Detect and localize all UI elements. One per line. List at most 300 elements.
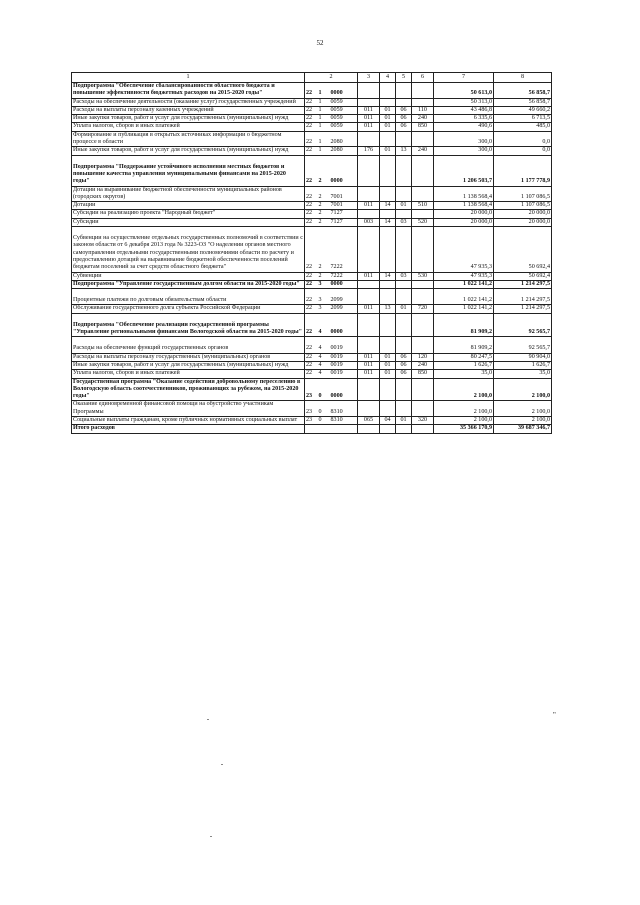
code-section	[380, 98, 396, 106]
code-subprogram: 2	[318, 186, 330, 202]
code-subsection: 06	[396, 353, 412, 361]
code-program: 22	[305, 186, 318, 202]
code-subprogram: 2	[318, 218, 330, 226]
code-ministry	[358, 186, 380, 202]
code-ministry	[358, 98, 380, 106]
code-program: 22	[305, 131, 318, 147]
code-program: 22	[305, 115, 318, 123]
amount-year-2: 49 660,2	[494, 106, 552, 114]
table-row	[72, 210, 552, 218]
table-row	[72, 186, 552, 202]
code-expense-type: 510	[412, 202, 434, 210]
code-ministry: 011	[358, 106, 380, 114]
amount-year-1: 80 247,5	[434, 353, 494, 361]
code-expense-type	[412, 401, 434, 417]
row-label: Социальные выплаты гражданам, кроме публичных нормативных социальных выплат	[72, 416, 305, 424]
code-expense-type	[412, 210, 434, 218]
code-section: 01	[380, 106, 396, 114]
scan-speck	[210, 836, 212, 837]
amount-year-1: 1 022 141,2	[434, 280, 494, 288]
code-ministry: 003	[358, 218, 380, 226]
code-expense-type	[412, 378, 434, 401]
code-subprogram: 3	[318, 289, 330, 305]
amount-year-1: 2 100,0	[434, 401, 494, 417]
header-cell: 5	[396, 73, 412, 83]
code-section	[380, 425, 396, 433]
header-cell: 4	[380, 73, 396, 83]
code-subprogram: 0	[318, 378, 330, 401]
code-subprogram: 2	[318, 202, 330, 210]
code-program	[305, 425, 318, 433]
amount-year-2: 2 100,0	[494, 401, 552, 417]
code-direction: 8310	[330, 416, 358, 424]
code-subsection	[396, 378, 412, 401]
table-row	[72, 131, 552, 147]
code-section: 01	[380, 353, 396, 361]
code-direction: 0000	[330, 313, 358, 337]
code-section: 04	[380, 416, 396, 424]
amount-year-2: 20 000,0	[494, 210, 552, 218]
row-label: Дотации на выравнивание бюджетной обеспеченности муниципальных районов (городских округов)	[72, 186, 305, 202]
code-section	[380, 378, 396, 401]
header-cell: 2	[305, 73, 358, 83]
code-expense-type: 240	[412, 115, 434, 123]
code-section	[380, 289, 396, 305]
code-section: 14	[380, 202, 396, 210]
code-subprogram: 1	[318, 115, 330, 123]
code-subsection: 06	[396, 123, 412, 131]
amount-year-1: 35,0	[434, 370, 494, 378]
row-label: Субвенции	[72, 272, 305, 280]
code-expense-type	[412, 227, 434, 272]
code-ministry	[358, 83, 380, 99]
code-subsection: 01	[396, 202, 412, 210]
header-cell: 7	[434, 73, 494, 83]
row-label: Расходы на выплаты персоналу казенных учреждений	[72, 106, 305, 114]
code-program: 22	[305, 353, 318, 361]
code-section: 01	[380, 370, 396, 378]
amount-year-1: 2 100,0	[434, 378, 494, 401]
code-subsection: 06	[396, 370, 412, 378]
amount-year-2: 1 214 297,5	[494, 289, 552, 305]
code-section: 14	[380, 218, 396, 226]
table-row	[72, 337, 552, 353]
code-direction: 0000	[330, 280, 358, 288]
code-subsection: 06	[396, 115, 412, 123]
table-row	[72, 218, 552, 226]
amount-year-2: 1 214 297,5	[494, 280, 552, 288]
page-number: 52	[316, 39, 324, 47]
row-label: Иные закупки товаров, работ и услуг для государственных (муниципальных) нужд	[72, 361, 305, 369]
amount-year-2: 1 107 086,5	[494, 186, 552, 202]
row-label: Расходы на выплаты персоналу государственных (муниципальных) органов	[72, 353, 305, 361]
row-label: Расходы на обеспечение функций государственных органов	[72, 337, 305, 353]
header-cell: 6	[412, 73, 434, 83]
code-ministry	[358, 378, 380, 401]
amount-year-1: 81 909,2	[434, 313, 494, 337]
code-ministry	[358, 210, 380, 218]
amount-year-1: 47 935,3	[434, 272, 494, 280]
table-row	[72, 313, 552, 337]
code-section	[380, 401, 396, 417]
row-label: Процентные платежи по долговым обязательствам области	[72, 289, 305, 305]
header-cell: 8	[494, 73, 552, 83]
table-row	[72, 115, 552, 123]
code-section: 14	[380, 272, 396, 280]
amount-year-1: 47 935,3	[434, 227, 494, 272]
code-expense-type: 240	[412, 361, 434, 369]
table-row	[72, 425, 552, 433]
code-subprogram: 0	[318, 401, 330, 417]
code-section	[380, 337, 396, 353]
code-section: 01	[380, 361, 396, 369]
code-ministry: 011	[358, 353, 380, 361]
code-direction: 2099	[330, 305, 358, 313]
code-section	[380, 280, 396, 288]
table-row	[72, 227, 552, 272]
code-ministry: 011	[358, 123, 380, 131]
code-subprogram: 4	[318, 353, 330, 361]
row-label: Подпрограмма "Обеспечение сбалансированности областного бюджета и повышение эффективности бюджетных расходов на 2015-2020 годы"	[72, 83, 305, 99]
code-subsection	[396, 425, 412, 433]
code-direction: 7127	[330, 210, 358, 218]
code-expense-type: 110	[412, 106, 434, 114]
code-section: 13	[380, 305, 396, 313]
code-direction: 7001	[330, 202, 358, 210]
table-row	[72, 370, 552, 378]
table-row	[72, 305, 552, 313]
code-program: 22	[305, 337, 318, 353]
code-expense-type	[412, 425, 434, 433]
row-label: Итого расходов	[72, 425, 305, 433]
code-expense-type	[412, 83, 434, 99]
amount-year-1: 1 138 568,4	[434, 186, 494, 202]
code-expense-type: 850	[412, 123, 434, 131]
code-program: 22	[305, 313, 318, 337]
code-section	[380, 131, 396, 147]
code-program: 22	[305, 305, 318, 313]
code-ministry	[358, 425, 380, 433]
code-subsection	[396, 401, 412, 417]
code-section	[380, 313, 396, 337]
amount-year-1: 20 000,0	[434, 218, 494, 226]
code-subprogram: 4	[318, 313, 330, 337]
code-subsection: 01	[396, 305, 412, 313]
code-expense-type	[412, 155, 434, 186]
code-ministry: 065	[358, 416, 380, 424]
code-expense-type	[412, 313, 434, 337]
code-program: 22	[305, 106, 318, 114]
table-row	[72, 123, 552, 131]
code-direction: 0000	[330, 83, 358, 99]
table-row	[72, 98, 552, 106]
amount-year-1: 300,0	[434, 147, 494, 155]
code-ministry	[358, 280, 380, 288]
amount-year-1: 50 613,0	[434, 83, 494, 99]
code-direction: 0000	[330, 155, 358, 186]
amount-year-1: 6 335,6	[434, 115, 494, 123]
amount-year-2: 50 692,4	[494, 227, 552, 272]
amount-year-1: 300,0	[434, 131, 494, 147]
code-expense-type	[412, 289, 434, 305]
code-ministry	[358, 227, 380, 272]
code-direction: 0059	[330, 123, 358, 131]
code-subsection	[396, 210, 412, 218]
row-label: Подпрограмма "Управление государственным долгом области на 2015-2020 годы"	[72, 280, 305, 288]
code-program: 22	[305, 210, 318, 218]
code-direction: 0000	[330, 378, 358, 401]
row-label: Иные закупки товаров, работ и услуг для государственных (муниципальных) нужд	[72, 115, 305, 123]
code-program: 22	[305, 280, 318, 288]
code-direction: 7127	[330, 218, 358, 226]
amount-year-1: 490,6	[434, 123, 494, 131]
code-subsection	[396, 98, 412, 106]
code-direction: 7222	[330, 227, 358, 272]
code-subprogram: 4	[318, 370, 330, 378]
amount-year-2: 0,0	[494, 131, 552, 147]
code-subprogram: 2	[318, 155, 330, 186]
amount-year-1: 2 100,0	[434, 416, 494, 424]
code-direction: 7222	[330, 272, 358, 280]
amount-year-1: 43 486,8	[434, 106, 494, 114]
header-cell: 3	[358, 73, 380, 83]
code-expense-type: 320	[412, 416, 434, 424]
code-section: 01	[380, 123, 396, 131]
code-program: 22	[305, 272, 318, 280]
amount-year-2: 2 100,0	[494, 416, 552, 424]
amount-year-1: 50 313,0	[434, 98, 494, 106]
code-subprogram	[318, 425, 330, 433]
amount-year-1: 81 909,2	[434, 337, 494, 353]
code-direction: 0019	[330, 370, 358, 378]
budget-table	[71, 72, 552, 434]
amount-year-1: 1 022 141,2	[434, 289, 494, 305]
row-label: Уплата налогов, сборов и иных платежей	[72, 123, 305, 131]
code-program: 22	[305, 155, 318, 186]
code-subprogram: 1	[318, 131, 330, 147]
code-direction: 7001	[330, 186, 358, 202]
table-row	[72, 147, 552, 155]
table-row	[72, 106, 552, 114]
table-row	[72, 289, 552, 305]
code-program: 23	[305, 401, 318, 417]
code-direction: 0019	[330, 337, 358, 353]
code-subprogram: 2	[318, 210, 330, 218]
code-expense-type: 720	[412, 305, 434, 313]
code-subprogram: 4	[318, 337, 330, 353]
code-subsection	[396, 83, 412, 99]
amount-year-2: 35,0	[494, 370, 552, 378]
code-ministry	[358, 401, 380, 417]
code-direction: 0059	[330, 106, 358, 114]
code-subsection: 03	[396, 218, 412, 226]
code-program: 22	[305, 147, 318, 155]
code-subprogram: 1	[318, 83, 330, 99]
table-row	[72, 401, 552, 417]
code-direction: 0059	[330, 98, 358, 106]
amount-year-1: 35 366 170,9	[434, 425, 494, 433]
code-expense-type: 520	[412, 218, 434, 226]
row-label: Дотации	[72, 202, 305, 210]
code-program: 23	[305, 416, 318, 424]
code-direction: 2099	[330, 289, 358, 305]
amount-year-1: 1 138 568,4	[434, 202, 494, 210]
amount-year-1: 1 626,7	[434, 361, 494, 369]
row-label: Государственная программа "Оказание содействия добровольному переселению в Вологодскую область соотечественников, проживающих за рубежом, на 2015-2020 годы"	[72, 378, 305, 401]
table-row	[72, 272, 552, 280]
code-ministry: 176	[358, 147, 380, 155]
code-subsection	[396, 227, 412, 272]
code-expense-type	[412, 337, 434, 353]
code-direction: 0059	[330, 115, 358, 123]
code-direction: 2080	[330, 147, 358, 155]
amount-year-2: 39 687 346,7	[494, 425, 552, 433]
code-subprogram: 0	[318, 416, 330, 424]
code-expense-type: 850	[412, 370, 434, 378]
code-ministry: 011	[358, 272, 380, 280]
table-row	[72, 155, 552, 186]
code-direction	[330, 425, 358, 433]
amount-year-2: 6 713,5	[494, 115, 552, 123]
code-section: 01	[380, 147, 396, 155]
code-program: 23	[305, 378, 318, 401]
amount-year-2: 56 858,7	[494, 98, 552, 106]
code-subprogram: 1	[318, 106, 330, 114]
row-label: Формирование и публикация в открытых источниках информации о бюджетном процессе в области	[72, 131, 305, 147]
code-ministry: 011	[358, 361, 380, 369]
code-subsection: 06	[396, 361, 412, 369]
code-subprogram: 3	[318, 305, 330, 313]
code-expense-type: 120	[412, 353, 434, 361]
code-subprogram: 4	[318, 361, 330, 369]
amount-year-2: 56 858,7	[494, 83, 552, 99]
code-expense-type: 530	[412, 272, 434, 280]
code-expense-type	[412, 280, 434, 288]
code-program: 22	[305, 123, 318, 131]
code-expense-type	[412, 131, 434, 147]
code-program: 22	[305, 289, 318, 305]
code-subprogram: 1	[318, 123, 330, 131]
amount-year-2: 92 565,7	[494, 337, 552, 353]
table-row	[72, 83, 552, 99]
code-expense-type	[412, 186, 434, 202]
code-subprogram: 1	[318, 98, 330, 106]
code-ministry	[358, 337, 380, 353]
table-row	[72, 361, 552, 369]
code-subsection: 03	[396, 272, 412, 280]
code-subsection: 06	[396, 106, 412, 114]
code-subsection	[396, 131, 412, 147]
amount-year-2: 1 626,7	[494, 361, 552, 369]
table-row	[72, 353, 552, 361]
code-subsection: 13	[396, 147, 412, 155]
code-program: 22	[305, 202, 318, 210]
scan-speck	[207, 719, 209, 720]
code-direction: 0019	[330, 361, 358, 369]
amount-year-1: 1 206 503,7	[434, 155, 494, 186]
table-row	[72, 280, 552, 288]
amount-year-2: 90 904,0	[494, 353, 552, 361]
row-label: Подпрограмма "Обеспечение реализации государственной программы "Управление региональными финансами Вологодской области на 2015-2020 годы"	[72, 313, 305, 337]
code-subsection	[396, 289, 412, 305]
row-label: Субсидии на реализацию проекта "Народный бюджет"	[72, 210, 305, 218]
code-subprogram: 2	[318, 272, 330, 280]
code-ministry: 011	[358, 115, 380, 123]
code-section	[380, 186, 396, 202]
code-subsection	[396, 280, 412, 288]
code-ministry: 011	[358, 305, 380, 313]
code-ministry	[358, 313, 380, 337]
header-cell: 1	[72, 73, 305, 83]
row-label: Оказание единовременной финансовой помощи на обустройство участникам Программы	[72, 401, 305, 417]
code-ministry: 011	[358, 370, 380, 378]
table-row	[72, 416, 552, 424]
code-section: 01	[380, 115, 396, 123]
code-program: 22	[305, 227, 318, 272]
code-program: 22	[305, 370, 318, 378]
code-expense-type: 240	[412, 147, 434, 155]
code-direction: 0019	[330, 353, 358, 361]
code-subsection	[396, 155, 412, 186]
code-subsection	[396, 186, 412, 202]
header-row	[72, 73, 552, 83]
closing-quote-mark: "	[553, 711, 556, 719]
row-label: Расходы на обеспечение деятельности (оказание услуг) государственных учреждений	[72, 98, 305, 106]
code-subsection	[396, 337, 412, 353]
table-row	[72, 378, 552, 401]
code-ministry: 011	[358, 202, 380, 210]
table-row	[72, 202, 552, 210]
scan-speck	[221, 764, 223, 765]
code-section	[380, 227, 396, 272]
code-subsection: 01	[396, 416, 412, 424]
amount-year-2: 92 565,7	[494, 313, 552, 337]
amount-year-2: 1 214 297,5	[494, 305, 552, 313]
row-label: Уплата налогов, сборов и иных платежей	[72, 370, 305, 378]
code-ministry	[358, 131, 380, 147]
amount-year-2: 50 692,4	[494, 272, 552, 280]
code-section	[380, 83, 396, 99]
row-label: Иные закупки товаров, работ и услуг для государственных (муниципальных) нужд	[72, 147, 305, 155]
amount-year-2: 2 100,0	[494, 378, 552, 401]
code-section	[380, 155, 396, 186]
code-program: 22	[305, 218, 318, 226]
code-subprogram: 2	[318, 227, 330, 272]
row-label: Обслуживание государственного долга субъекта Российской Федерации	[72, 305, 305, 313]
amount-year-1: 1 022 141,2	[434, 305, 494, 313]
code-subsection	[396, 313, 412, 337]
code-program: 22	[305, 98, 318, 106]
amount-year-2: 1 177 778,9	[494, 155, 552, 186]
code-direction: 2080	[330, 131, 358, 147]
amount-year-1: 20 000,0	[434, 210, 494, 218]
code-program: 22	[305, 83, 318, 99]
row-label: Субсидии	[72, 218, 305, 226]
code-expense-type	[412, 98, 434, 106]
code-direction: 8310	[330, 401, 358, 417]
code-subprogram: 3	[318, 280, 330, 288]
code-section	[380, 210, 396, 218]
code-ministry	[358, 155, 380, 186]
amount-year-2: 485,0	[494, 123, 552, 131]
code-ministry	[358, 289, 380, 305]
code-subprogram: 1	[318, 147, 330, 155]
row-label: Субвенции на осуществление отдельных государственных полномочий в соответствии с законом области от 6 декабря 2013 года № 3223-ОЗ "О наделении органов местного самоуправления отдельными государственными полномочиями области по расчету и предоставлению дотаций на выравнивание бюджетной обеспеченности поселений бюджетам поселений за счет средств областного бюджета"	[72, 227, 305, 272]
row-label: Подпрограмма "Поддержание устойчивого исполнения местных бюджетов и повышение качества управления муниципальными финансами на 2015-2020 годы"	[72, 155, 305, 186]
amount-year-2: 0,0	[494, 147, 552, 155]
amount-year-2: 1 107 086,5	[494, 202, 552, 210]
code-program: 22	[305, 361, 318, 369]
